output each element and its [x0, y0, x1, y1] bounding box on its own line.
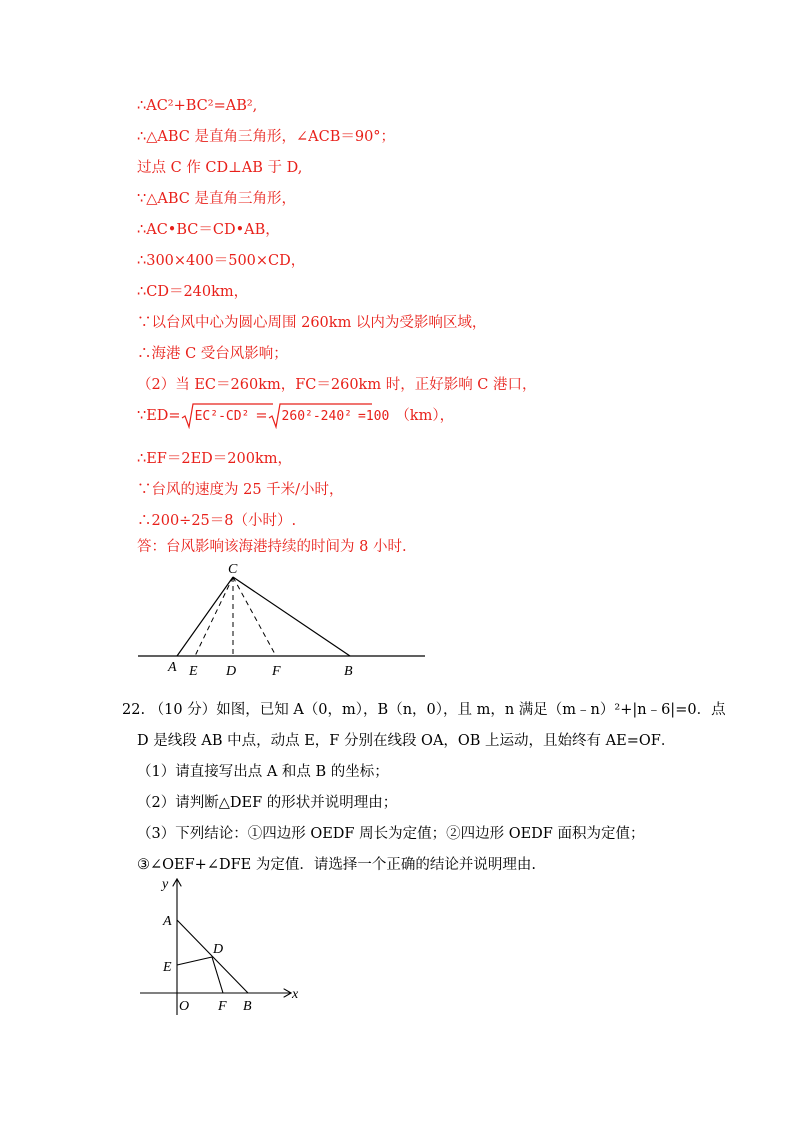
segment-ed	[177, 957, 212, 965]
solution-line-5: ∴AC•BC＝CD•AB，	[137, 222, 280, 238]
solution-line-4: ∵△ABC 是直角三角形，	[137, 191, 296, 207]
ed-formula-line: ∵ED= EC²-CD² = 260²-240² =100 （km），	[137, 402, 604, 430]
ed-unit: （km），	[395, 408, 455, 424]
question22-part3b: ③∠OEF+∠DFE 为定值．请选择一个正确的结论并说明理由.	[137, 857, 536, 873]
ed-result: =100	[358, 409, 390, 424]
question22-line2: D 是线段 AB 中点，动点 E，F 分别在线段 OA，OB 上运动，且始终有 AE=OF．	[137, 733, 676, 749]
label-y: y	[162, 877, 169, 892]
solution-line-6: ∴300×400＝500×CD，	[137, 253, 306, 269]
solution-line-9: ∴海港 C 受台风影响；	[137, 346, 288, 362]
label-d: D	[226, 664, 237, 679]
label-f2: F	[218, 999, 227, 1014]
question22-part2: （2）请判断△DEF 的形状并说明理由；	[137, 795, 398, 811]
solution-answer: 答：台风影响该海港持续的时间为 8 小时.	[137, 539, 407, 555]
solution-line-2: ∴△ABC 是直角三角形，∠ACB＝90°；	[137, 129, 396, 145]
ed-formula-prefix: ∵ED=	[137, 408, 181, 424]
segment-cf	[233, 577, 276, 656]
solution-line-1: ∴AC²+BC²=AB²,	[137, 98, 258, 114]
question22-part3a: （3）下列结论：①四边形 OEDF 周长为定值；②四边形 OEDF 面积为定值；	[137, 826, 645, 842]
figure-coordinate-diagram	[0, 870, 800, 1030]
label-b2: B	[243, 999, 252, 1014]
label-c: C	[228, 562, 238, 577]
label-e2: E	[163, 960, 172, 975]
segment-ca	[177, 577, 233, 656]
question22-line1: 22. （10 分）如图，已知 A（0，m），B（n，0），且 m，n 满足（m﹣n）²+|n﹣6|=0．点	[122, 702, 726, 718]
segment-cb	[233, 577, 350, 656]
label-a2: A	[163, 914, 172, 929]
label-d2: D	[213, 942, 224, 957]
solution-line-3: 过点 C 作 CD⊥AB 于 D,	[137, 160, 303, 176]
label-f: F	[272, 664, 281, 679]
solution-line-8: ∵以台风中心为圆心周围 260km 以内为受影响区域，	[137, 315, 487, 331]
solution-line-13: ∵台风的速度为 25 千米/小时，	[137, 482, 344, 498]
solution-line-14: ∴200÷25＝8（小时）.	[137, 513, 297, 529]
label-o: O	[179, 999, 190, 1014]
label-e: E	[189, 664, 198, 679]
solution-line-7: ∴CD＝240km，	[137, 284, 249, 300]
solution-line-10: （2）当 EC＝260km，FC＝260km 时，正好影响 C 港口，	[137, 377, 537, 393]
label-b: B	[344, 664, 353, 679]
label-x: x	[292, 987, 299, 1002]
sqrt-radicand-2: 260²-240²	[281, 409, 352, 424]
figure-typhoon-triangle	[0, 558, 800, 688]
question22-part1: （1）请直接写出点 A 和点 B 的坐标；	[137, 764, 389, 780]
label-a: A	[168, 660, 177, 675]
sqrt-radicand-1: EC²-CD²	[194, 409, 250, 424]
segment-ce	[195, 577, 233, 656]
solution-line-12: ∴EF＝2ED＝200km，	[137, 451, 293, 467]
